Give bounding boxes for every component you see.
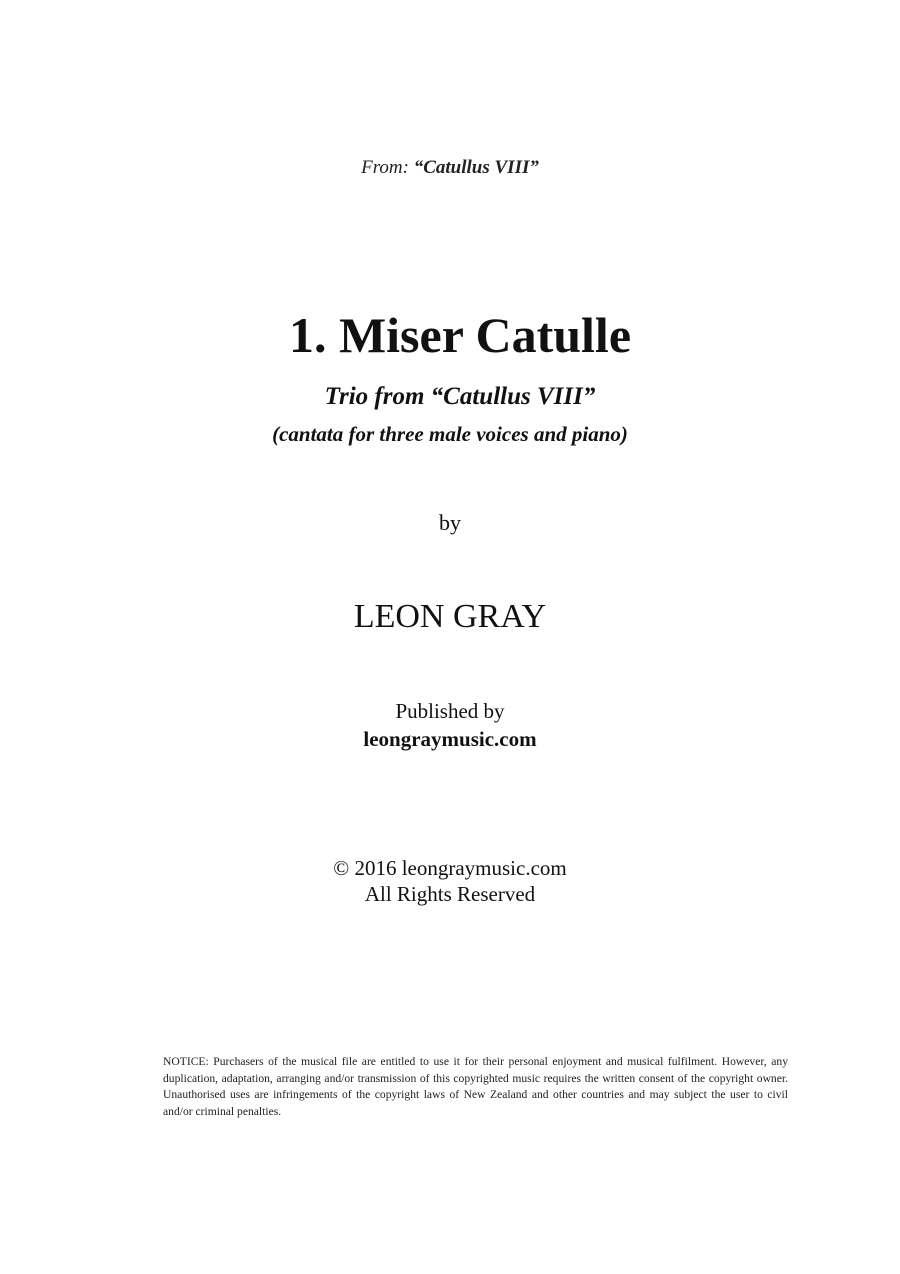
piece-subtitle: Trio from “Catullus VIII” <box>324 383 596 410</box>
source-work-line <box>0 157 900 179</box>
source-work-title: “Catullus VIII” <box>413 157 539 178</box>
copyright-notice: © 2016 leongraymusic.com <box>333 856 567 880</box>
composer-name: LEON GRAY <box>353 598 547 635</box>
rights-statement: All Rights Reserved <box>364 882 536 906</box>
published-by-label: Published by <box>395 699 505 723</box>
piece-title: 1. Miser Catulle <box>288 307 632 363</box>
source-prefix: From: <box>361 157 414 178</box>
piece-description: (cantata for three male voices and piano) <box>272 422 628 446</box>
legal-notice: NOTICE: Purchasers of the musical file are entitled to use it for their personal enjoyment and musical fulfilment. However, any duplication, adaptation, arranging and/or transmission of this copyrighted music requires the written consent of the copyright owner. Unauthorised uses are infringements of the copyright laws of New Zealand and other countries and may subject the user to civil and/or criminal penalties. <box>163 1055 788 1118</box>
publisher-website: leongraymusic.com <box>363 727 537 751</box>
by-label: by <box>439 510 461 535</box>
